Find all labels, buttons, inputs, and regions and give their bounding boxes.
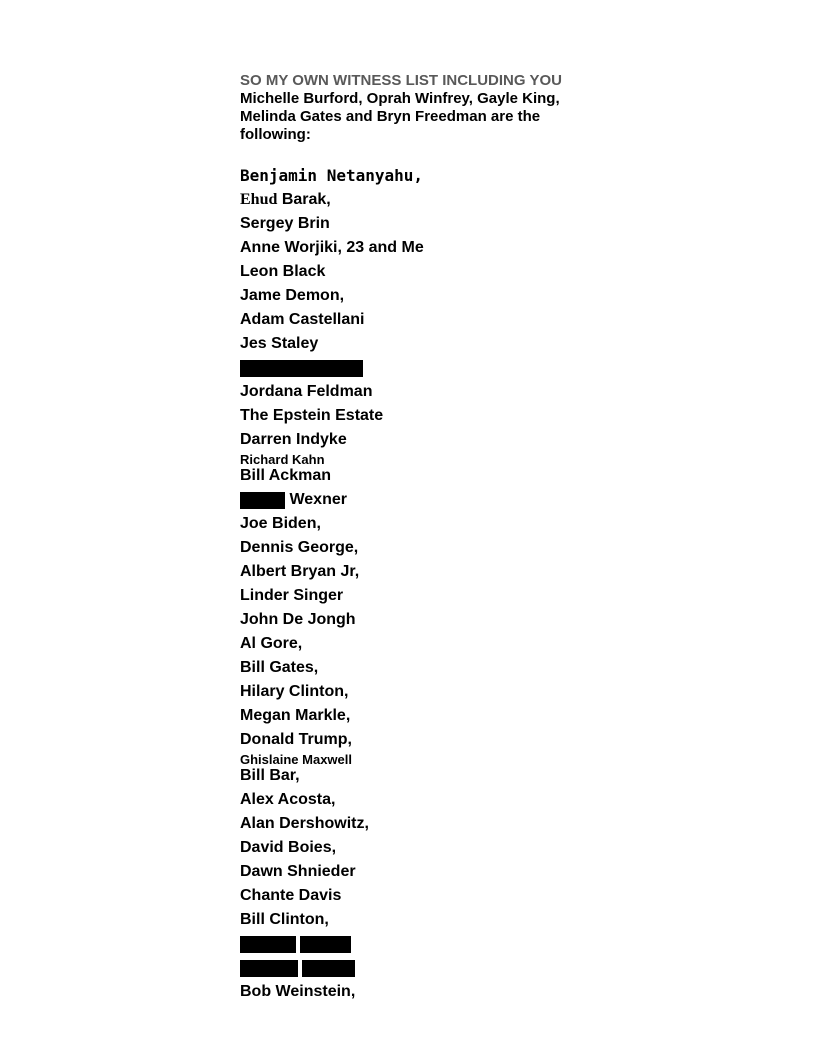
redaction-bar <box>240 360 363 377</box>
witness-brin: Sergey Brin <box>240 215 330 232</box>
witness-barak-first: Ehud <box>240 191 278 208</box>
witness-worjiki: Anne Worjiki, 23 and Me <box>240 239 424 256</box>
witness-singer: Linder Singer <box>240 587 344 604</box>
witness-hclinton: Hilary Clinton, <box>240 683 349 700</box>
witness-list <box>240 164 660 1004</box>
witness-barak <box>240 188 660 212</box>
witness-biden: Joe Biden, <box>240 515 321 532</box>
witness-davis: Chante Davis <box>240 887 342 904</box>
witness-wexner <box>240 488 660 512</box>
witness-feldman: Jordana Feldman <box>240 383 373 400</box>
redaction-bar <box>240 492 285 509</box>
witness-george: Dennis George, <box>240 539 359 556</box>
redaction-bar <box>300 936 351 953</box>
witness-indyke: Darren Indyke <box>240 431 347 448</box>
witness-gore: Al Gore, <box>240 635 303 652</box>
redaction-bar <box>240 936 296 953</box>
witness-castellani: Adam Castellani <box>240 311 365 328</box>
intro-lead-black: Michelle Burford, Oprah Winfrey, Gayle King, Melinda Gates and Bryn Freedman are the following: <box>240 90 560 143</box>
intro-lead-gray: SO MY OWN WITNESS LIST INCLUDING YOU <box>240 72 562 89</box>
witness-bryan: Albert Bryan Jr, <box>240 563 360 580</box>
redacted-line-2 <box>240 932 660 956</box>
witness-bclinton: Bill Clinton, <box>240 911 329 928</box>
witness-shnieder: Dawn Shnieder <box>240 863 356 880</box>
witness-kahn: Richard Kahn <box>240 452 325 467</box>
witness-maxwell: Ghislaine Maxwell <box>240 752 352 767</box>
redacted-line-1 <box>240 356 660 380</box>
witness-weinstein: Bob Weinstein, <box>240 983 356 1000</box>
witness-barak-last: Barak, <box>281 191 331 208</box>
witness-boies: David Boies, <box>240 839 337 856</box>
witness-netanyahu: Benjamin Netanyahu, <box>240 166 424 185</box>
witness-trump: Donald Trump, <box>240 731 352 748</box>
witness-staley: Jes Staley <box>240 335 319 352</box>
witness-wexner-last: Wexner <box>289 491 347 508</box>
redacted-line-3 <box>240 956 660 980</box>
witness-markle: Megan Markle, <box>240 707 351 724</box>
intro-paragraph <box>240 72 600 144</box>
witness-gates: Bill Gates, <box>240 659 319 676</box>
witness-bar: Bill Bar, <box>240 767 300 784</box>
witness-ackman: Bill Ackman <box>240 467 331 484</box>
redaction-bar <box>240 960 298 977</box>
redaction-bar <box>302 960 355 977</box>
witness-estate: The Epstein Estate <box>240 407 384 424</box>
witness-black: Leon Black <box>240 263 326 280</box>
witness-acosta: Alex Acosta, <box>240 791 336 808</box>
witness-dershowitz: Alan Dershowitz, <box>240 815 369 832</box>
witness-demon: Jame Demon, <box>240 287 345 304</box>
witness-dejongh: John De Jongh <box>240 611 356 628</box>
